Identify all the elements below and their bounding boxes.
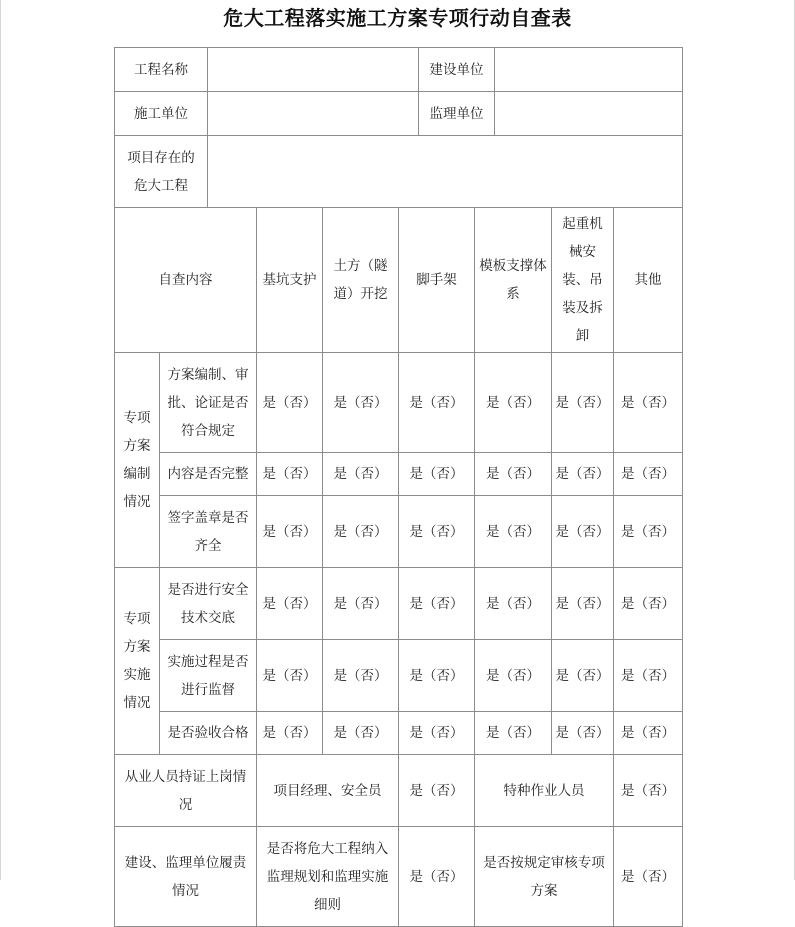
duties-row xyxy=(115,827,683,927)
answer-cell[interactable]: 是（否） xyxy=(475,712,552,755)
personnel-label: 从业人员持证上岗情况 xyxy=(115,755,257,827)
answer-cell[interactable]: 是（否） xyxy=(323,353,399,453)
info-row-2 xyxy=(115,92,683,136)
check-item: 是否验收合格 xyxy=(160,712,257,755)
answer-cell[interactable]: 是（否） xyxy=(475,353,552,453)
check-row xyxy=(115,568,683,640)
answer-cell[interactable]: 是（否） xyxy=(323,453,399,496)
answer-cell[interactable]: 是（否） xyxy=(475,568,552,640)
answer-cell[interactable]: 是（否） xyxy=(323,568,399,640)
answer-cell[interactable]: 是（否） xyxy=(257,568,323,640)
duties-label: 建设、监理单位履责情况 xyxy=(115,827,257,927)
info-row-3 xyxy=(115,136,683,208)
check-row xyxy=(115,453,683,496)
answer-cell[interactable]: 是（否） xyxy=(614,640,683,712)
col-header: 脚手架 xyxy=(399,208,475,353)
constructor-label: 施工单位 xyxy=(115,92,208,136)
check-row xyxy=(115,496,683,568)
answer-cell[interactable]: 是（否） xyxy=(552,712,614,755)
constructor-value[interactable] xyxy=(208,92,419,136)
hazard-projects-label: 项目存在的危大工程 xyxy=(115,136,208,208)
check-item: 内容是否完整 xyxy=(160,453,257,496)
check-item: 是否进行安全技术交底 xyxy=(160,568,257,640)
answer-cell[interactable]: 是（否） xyxy=(614,755,683,827)
answer-cell[interactable]: 是（否） xyxy=(614,568,683,640)
answer-cell[interactable]: 是（否） xyxy=(399,568,475,640)
duties-item: 是否将危大工程纳入监理规划和监理实施细则 xyxy=(257,827,399,927)
project-name-label: 工程名称 xyxy=(115,48,208,92)
check-item: 实施过程是否进行监督 xyxy=(160,640,257,712)
answer-cell[interactable]: 是（否） xyxy=(399,353,475,453)
check-item: 方案编制、审批、论证是否符合规定 xyxy=(160,353,257,453)
self-check-table xyxy=(114,47,683,927)
answer-cell[interactable]: 是（否） xyxy=(475,640,552,712)
personnel-row xyxy=(115,755,683,827)
section-label: 专项方案实施情况 xyxy=(115,568,160,755)
col-header: 其他 xyxy=(614,208,683,353)
answer-cell[interactable]: 是（否） xyxy=(552,496,614,568)
answer-cell[interactable]: 是（否） xyxy=(552,353,614,453)
answer-cell[interactable]: 是（否） xyxy=(257,353,323,453)
answer-cell[interactable]: 是（否） xyxy=(399,827,475,927)
check-item: 签字盖章是否齐全 xyxy=(160,496,257,568)
answer-cell[interactable]: 是（否） xyxy=(552,568,614,640)
answer-cell[interactable]: 是（否） xyxy=(475,496,552,568)
duties-item: 是否按规定审核专项方案 xyxy=(475,827,614,927)
answer-cell[interactable]: 是（否） xyxy=(399,496,475,568)
check-row xyxy=(115,712,683,755)
col-header: 模板支撑体系 xyxy=(475,208,552,353)
page-title: 危大工程落实施工方案专项行动自查表 xyxy=(223,6,572,30)
answer-cell[interactable]: 是（否） xyxy=(399,755,475,827)
answer-cell[interactable]: 是（否） xyxy=(323,712,399,755)
answer-cell[interactable]: 是（否） xyxy=(552,453,614,496)
answer-cell[interactable]: 是（否） xyxy=(323,640,399,712)
answer-cell[interactable]: 是（否） xyxy=(257,712,323,755)
answer-cell[interactable]: 是（否） xyxy=(399,712,475,755)
check-row xyxy=(115,353,683,453)
info-row-1 xyxy=(115,48,683,92)
answer-cell[interactable]: 是（否） xyxy=(475,453,552,496)
header-row xyxy=(115,208,683,353)
answer-cell[interactable]: 是（否） xyxy=(614,496,683,568)
col-header: 基坑支护 xyxy=(257,208,323,353)
section-label: 专项方案编制情况 xyxy=(115,353,160,568)
answer-cell[interactable]: 是（否） xyxy=(257,496,323,568)
page-left-border xyxy=(0,0,1,880)
answer-cell[interactable]: 是（否） xyxy=(614,827,683,927)
self-check-header: 自查内容 xyxy=(115,208,257,353)
answer-cell[interactable]: 是（否） xyxy=(614,353,683,453)
builder-value[interactable] xyxy=(495,48,683,92)
answer-cell[interactable]: 是（否） xyxy=(614,453,683,496)
supervisor-label: 监理单位 xyxy=(419,92,495,136)
builder-label: 建设单位 xyxy=(419,48,495,92)
project-name-value[interactable] xyxy=(208,48,419,92)
answer-cell[interactable]: 是（否） xyxy=(614,712,683,755)
col-header: 起重机械安装、吊装及拆卸 xyxy=(552,208,614,353)
hazard-projects-value[interactable] xyxy=(208,136,683,208)
answer-cell[interactable]: 是（否） xyxy=(399,453,475,496)
answer-cell[interactable]: 是（否） xyxy=(399,640,475,712)
personnel-item: 特种作业人员 xyxy=(475,755,614,827)
personnel-item: 项目经理、安全员 xyxy=(257,755,399,827)
check-row xyxy=(115,640,683,712)
col-header: 土方（隧道）开挖 xyxy=(323,208,399,353)
answer-cell[interactable]: 是（否） xyxy=(257,640,323,712)
answer-cell[interactable]: 是（否） xyxy=(323,496,399,568)
answer-cell[interactable]: 是（否） xyxy=(552,640,614,712)
answer-cell[interactable]: 是（否） xyxy=(257,453,323,496)
supervisor-value[interactable] xyxy=(495,92,683,136)
